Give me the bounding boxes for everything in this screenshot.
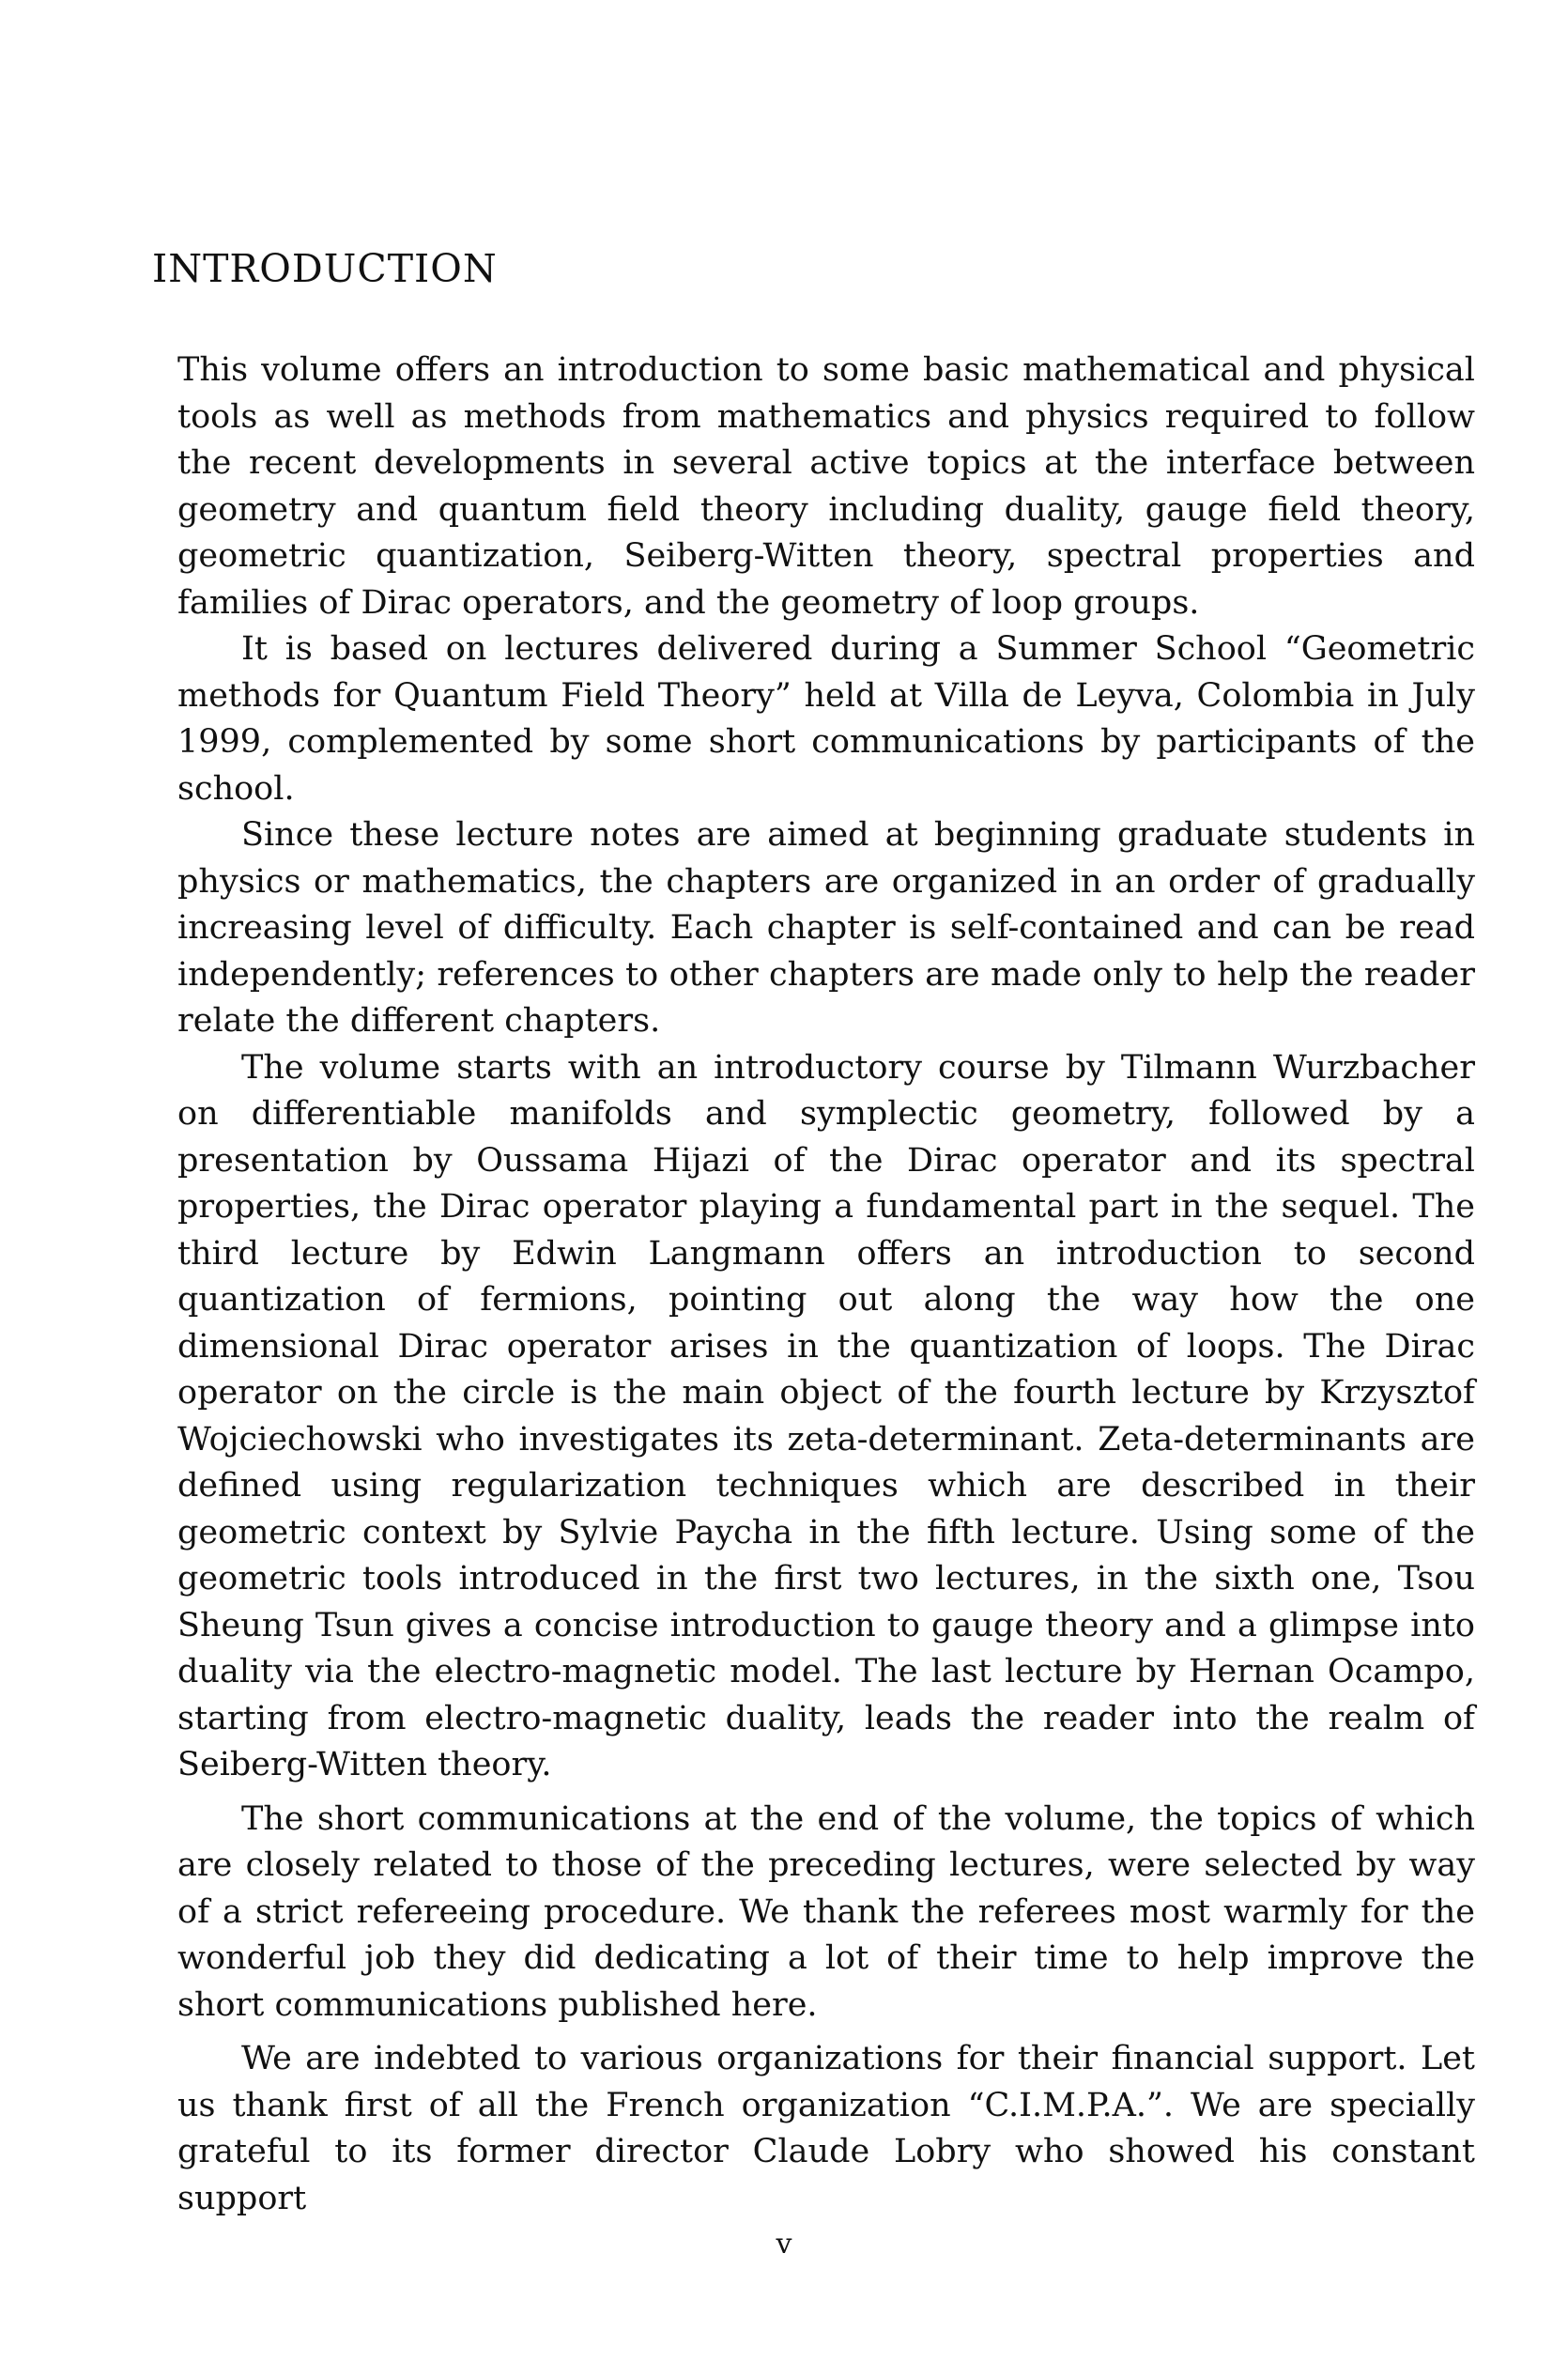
paragraph-summer-school: It is based on lectures delivered during a Summer School “Geometric methods for Quantum Field Theory” held at Villa de Leyva, Colombia in July 1999, complemented by some short communications by participants of the school. (177, 630, 1475, 808)
body-text (177, 347, 1475, 2222)
paragraph-communications: The short communications at the end of the volume, the topics of which are closely related to those of the preceding lectures, were selected by way of a strict refereeing procedure. We thank the referees most warmly for the wonderful job they did dedicating a lot of their time to help improve the short communications published here. (177, 1799, 1475, 2024)
paragraph-audience: Since these lecture notes are aimed at beginning graduate students in physics or mathematics, the chapters are organized in an order of gradually increasing level of difficulty. Each chapter is self-contained and can be read independently; references to other chapters are made only to help the reader relate the different chapters. (177, 816, 1475, 1040)
paragraph-acknowledgements: We are indebted to various organizations for their financial support. Let us thank first of all the French organization “C.I.M.P.A.”. We are specially grateful to its former director Claude Lobry who showed his constant support (177, 2040, 1475, 2217)
paragraph-overview: This volume offers an introduction to some basic mathematical and physical tools as well as methods from mathematics and physics required to follow the recent developments in several active topics at the interface between geometry and quantum field theory including duality, gauge field theory, geometric quantization, Seiberg-Witten theory, spectral properties and families of Dirac operators, and the geometry of loop groups. (177, 351, 1475, 622)
paragraph-lectures: The volume starts with an introductory course by Tilmann Wurzbacher on differentiable manifolds and symplectic geometry, followed by a presentation by Oussama Hijazi of the Dirac operator and its spectral properties, the Dirac operator playing a fundamental part in the sequel. The third lecture by Edwin Langmann offers an introduction to second quantization of fermions, pointing out along the way how the one dimensional Dirac operator arises in the quantization of loops. The Dirac operator on the circle is the main object of the fourth lecture by Krzysztof Wojciechowski who investigates its zeta-determinant. Zeta-determinants are defined using regularization techniques which are described in their geometric context by Sylvie Paycha in the fifth lecture. Using some of the geometric tools introduced in the first two lectures, in the sixth one, Tsou Sheung Tsun gives a concise introduction to gauge theory and a glimpse into duality via the electro-magnetic model. The last lecture by Hernan Ocampo, starting from electro-magnetic duality, leads the reader into the realm of Seiberg-Witten theory. (177, 1048, 1475, 1783)
section-heading: INTRODUCTION (152, 246, 498, 291)
page-number: v (776, 2228, 792, 2261)
